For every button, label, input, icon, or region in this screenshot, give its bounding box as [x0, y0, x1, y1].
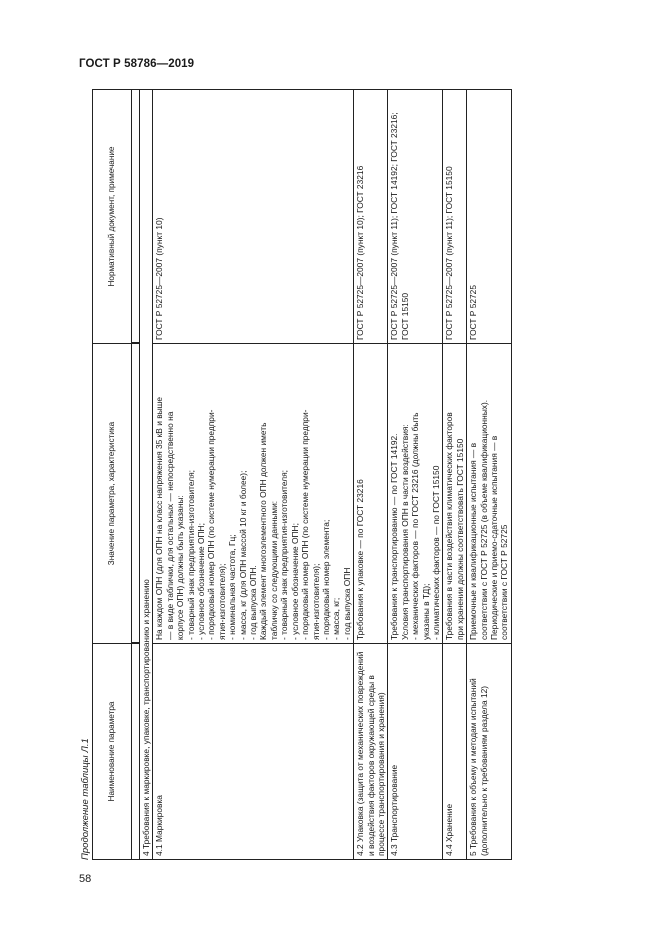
parameter-value [354, 344, 388, 644]
value-line: Условия транспортирования ОПН в части воздействия: [399, 424, 410, 640]
value-line: - условное обозначение ОПН; [196, 523, 207, 640]
section-row [140, 90, 153, 860]
parameter-value [467, 344, 512, 644]
value-line: На каждом ОПН (для ОПН на класс напряжения 35 кВ и выше [154, 396, 165, 640]
value-line: соответствии с ГОСТ Р 52725 [499, 524, 510, 640]
table-row [388, 90, 443, 860]
column-header-name: Наименование параметра [93, 644, 132, 860]
table-row [153, 90, 354, 860]
parameter-name: 4.2 Упаковка (защита от механических повреждений и воздействия факторов окружающей среды в процессе транспортирования и хранения) [354, 644, 388, 860]
table-row [467, 90, 512, 860]
value-line: корпусе ОПН) должны быть указаны: [175, 495, 186, 640]
reference-document: ГОСТ Р 52725—2007 (пункт 10) [153, 90, 354, 344]
rotated-table-area [80, 90, 570, 860]
value-line: Каждый элемент многоэлементного ОПН должен иметь [258, 422, 269, 640]
value-line: - условное обозначение ОПН; [289, 523, 300, 640]
value-line: табличку со следующими данными: [268, 500, 279, 640]
parameter-value [153, 344, 354, 644]
value-line: - порядковый номер ОПН (по системе нумерации предпри- [206, 409, 217, 640]
value-line: Приемочные и квалификационные испытания — в [468, 442, 479, 640]
parameter-name: 4.3 Транспортирование [388, 644, 443, 860]
value-line: - товарный знак предприятия-изготовителя; [279, 469, 290, 640]
value-line: Периодические и приемо-сдаточные испытания — в [489, 435, 499, 640]
section-title: 4 Требования к маркировке, упаковке, транспортированию и хранению [140, 90, 153, 860]
reference-document: ГОСТ Р 52725—2007 (пункт 11); ГОСТ 14192; ГОСТ 23216; ГОСТ 15150 [388, 90, 443, 344]
value-line: Требования в части воздействия климатических факторов [444, 412, 455, 640]
table-row [443, 90, 467, 860]
value-line: соответствии с ГОСТ Р 52725 (в объеме квалификационных). [478, 399, 489, 640]
value-line: - порядковый номер ОПН (по системе нумерации предпри- [300, 409, 311, 640]
value-line: Требования к транспортированию — по ГОСТ 14192. [389, 433, 400, 640]
spacer-row [132, 90, 140, 860]
parameter-name: 4.4 Хранение [443, 644, 467, 860]
value-line: - год выпуска ОПН. [248, 565, 259, 640]
value-line: — в виде таблички, для остальных — непосредственно на [164, 411, 175, 640]
value-line: - масса, кг (для ОПН массой 10 кг и более); [237, 470, 248, 640]
reference-document: ГОСТ Р 52725—2007 (пункт 11); ГОСТ 15150 [443, 90, 467, 344]
reference-document: ГОСТ Р 52725—2007 (пункт 10); ГОСТ 23216 [354, 90, 388, 344]
value-line: - климатических факторов — по ГОСТ 15150 [430, 465, 441, 640]
value-line: - год выпуска ОПН [341, 567, 352, 640]
value-line: - номинальная частота, Гц; [227, 534, 238, 640]
value-line: при хранении должны соответствовать ГОСТ 15150 [454, 438, 465, 640]
value-line: ятия-изготовителя); [310, 563, 321, 640]
reference-document: ГОСТ Р 52725 [467, 90, 512, 344]
spec-table [92, 89, 512, 860]
table-caption: Продолжение таблицы Л.1 [80, 738, 91, 860]
table-header-row [93, 90, 132, 860]
value-line: - механических факторов — по ГОСТ 23216 (должны быть [410, 412, 421, 640]
column-header-reference: Нормативный документ, примечание [93, 90, 132, 344]
value-line: ятия-изготовителя); [216, 563, 227, 640]
parameter-value [388, 344, 443, 644]
parameter-name: 5 Требования к объему и методам испытаний (дополнительно к требованиям раздела 12) [467, 644, 512, 860]
parameter-name: 4.1 Маркировка [153, 644, 354, 860]
value-line: указаны в ТД); [420, 583, 431, 640]
parameter-value [443, 344, 467, 644]
value-line: - порядковый номер элемента; [320, 519, 331, 640]
value-line: Требования к упаковке — по ГОСТ 23216 [355, 479, 366, 640]
column-header-value: Значение параметра, характеристика [93, 344, 132, 644]
value-line: - товарный знак предприятия-изготовителя; [185, 469, 196, 640]
document-title: ГОСТ Р 58786—2019 [79, 58, 195, 70]
table-row [354, 90, 388, 860]
page-number: 58 [79, 873, 92, 885]
value-line: - масса, кг; [331, 597, 342, 640]
